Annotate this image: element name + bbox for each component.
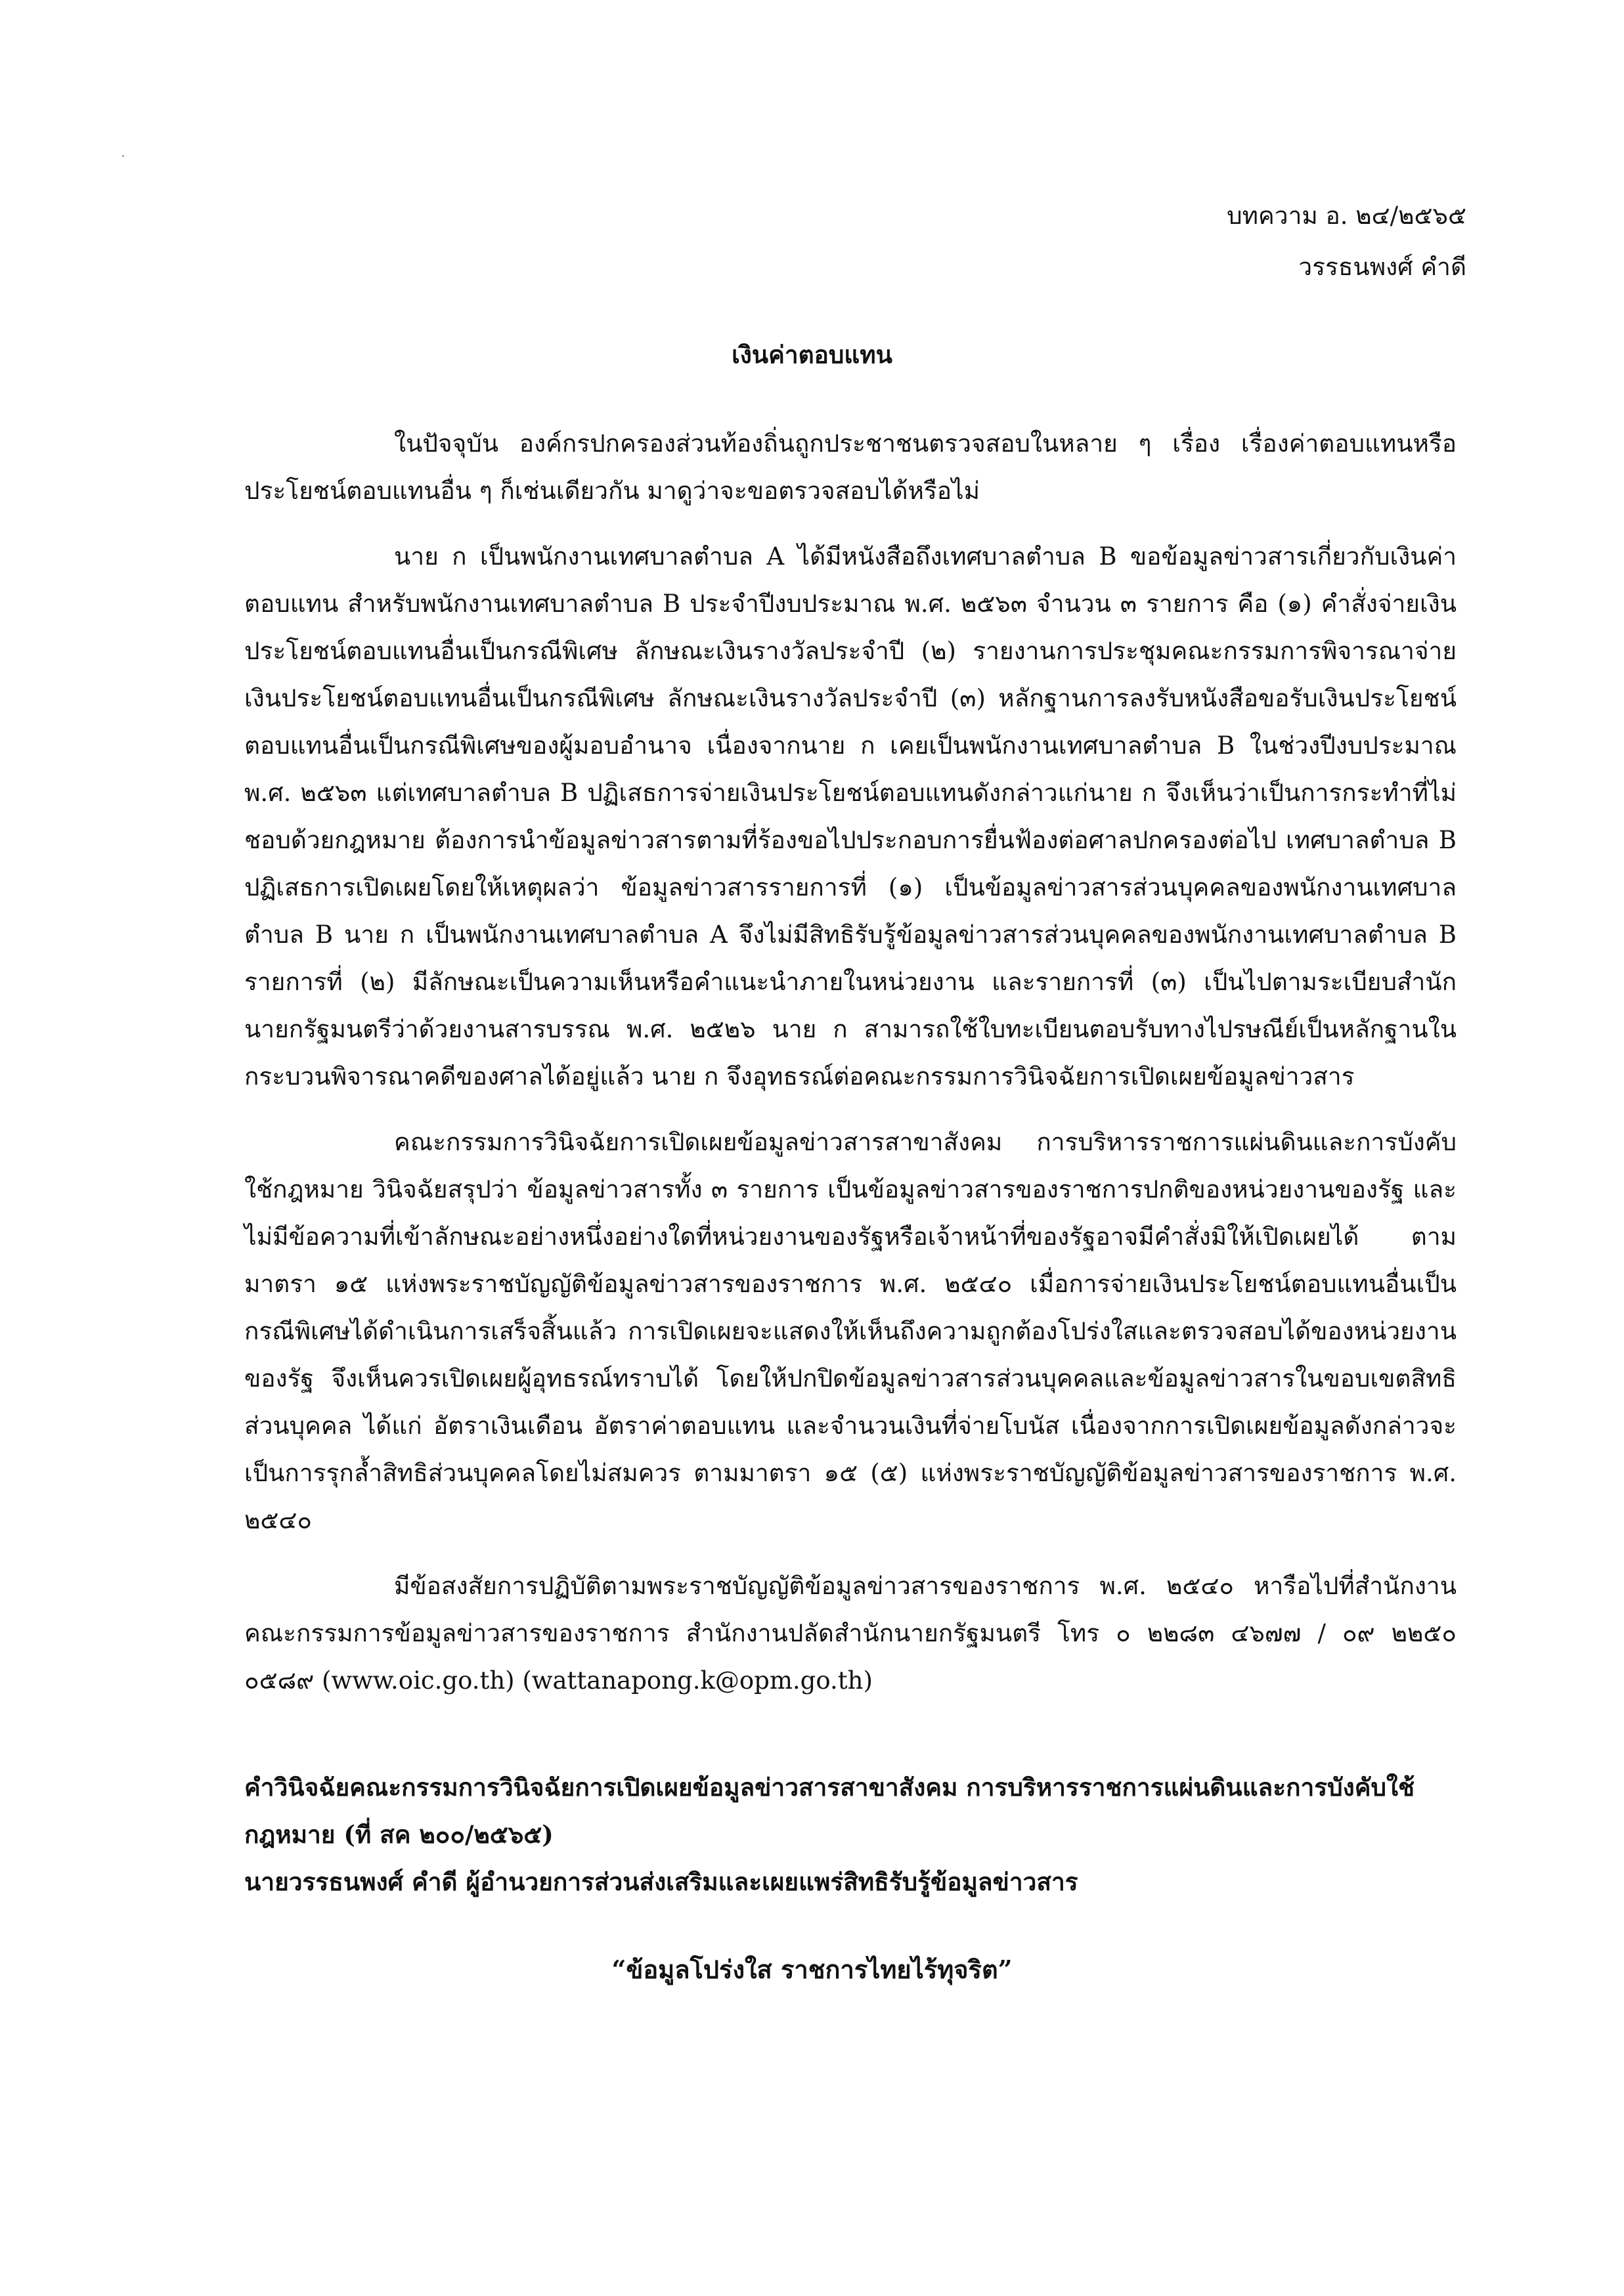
scan-speck	[122, 155, 124, 157]
footer-block	[244, 1764, 1457, 1905]
decision-reference: คำวินิจฉัยคณะกรรมการวินิจฉัยการเปิดเผยข้อมูลข่าวสารสาขาสังคม การบริหารราชการแผ่นดินและการบังคับใช้กฎหมาย (ที่ สค ๒๐๐/๒๕๖๕)	[244, 1773, 1415, 1849]
article-reference: บทความ อ. ๒๔/๒๕๖๕	[1227, 202, 1466, 230]
paragraph-intro: ในปัจจุบัน องค์กรปกครองส่วนท้องถิ่นถูกประชาชนตรวจสอบในหลาย ๆ เรื่อง เรื่องค่าตอบแทนหรือประโยชน์ตอบแทนอื่น ๆ ก็เช่นเดียวกัน มาดูว่าจะขอตรวจสอบได้หรือไม่	[244, 429, 1457, 505]
header-reference	[1227, 190, 1466, 293]
signature-line: นายวรรธนพงศ์ คำดี ผู้อำนวยการส่วนส่งเสริมและเผยแพร่สิทธิรับรู้ข้อมูลข่าวสาร	[244, 1867, 1078, 1896]
paragraph-contact: มีข้อสงสัยการปฏิบัติตามพระราชบัญญัติข้อมูลข่าวสารของราชการ พ.ศ. ๒๕๔๐ หารือไปที่สำนักงานคณะกรรมการข้อมูลข่าวสารของราชการ สำนักงานปลัดสำนักนายกรัฐมนตรี โทร ๐ ๒๒๘๓ ๔๖๗๗ / ๐๙ ๒๒๕๐ ๐๕๘๙ (www.oic.go.th) (wattanapong.k@opm.go.th)	[244, 1572, 1457, 1695]
document-title: เงินค่าตอบแทน	[732, 340, 892, 369]
paragraph-decision: คณะกรรมการวินิจฉัยการเปิดเผยข้อมูลข่าวสารสาขาสังคม การบริหารราชการแผ่นดินและการบังคับใช้กฎหมาย วินิจฉัยสรุปว่า ข้อมูลข่าวสารทั้ง ๓ รายการ เป็นข้อมูลข่าวสารของราชการปกติของหน่วยงานของรัฐ และไม่มีข้อความที่เข้าลักษณะอย่างหนึ่งอย่างใดที่หน่วยงานของรัฐหรือเจ้าหน้าที่ของรัฐอาจมีคำสั่งมิให้เปิดเผยได้ ตามมาตรา ๑๕ แห่งพระราชบัญญัติข้อมูลข่าวสารของราชการ พ.ศ. ๒๕๔๐ เมื่อการจ่ายเงินประโยชน์ตอบแทนอื่นเป็นกรณีพิเศษได้ดำเนินการเสร็จสิ้นแล้ว การเปิดเผยจะแสดงให้เห็นถึงความถูกต้องโปร่งใสและตรวจสอบได้ของหน่วยงานของรัฐ จึงเห็นควรเปิดเผยผู้อุทธรณ์ทราบได้ โดยให้ปกปิดข้อมูลข่าวสารส่วนบุคคลและข้อมูลข่าวสารในขอบเขตสิทธิส่วนบุคคล ได้แก่ อัตราเงินเดือน อัตราค่าตอบแทน และจำนวนเงินที่จ่ายโบนัส เนื่องจากการเปิดเผยข้อมูลดังกล่าวจะเป็นการรุกล้ำสิทธิส่วนบุคคลโดยไม่สมควร ตามมาตรา ๑๕ (๕) แห่งพระราชบัญญัติข้อมูลข่าวสารของราชการ พ.ศ. ๒๕๔๐	[244, 1128, 1457, 1534]
slogan: “ข้อมูลโปร่งใส ราชการไทยไร้ทุจริต”	[611, 1955, 1013, 1984]
document-body	[244, 420, 1457, 1704]
author-name: วรรธนพงศ์ คำดี	[1298, 253, 1466, 281]
paragraph-facts: นาย ก เป็นพนักงานเทศบาลตำบล A ได้มีหนังสือถึงเทศบาลตำบล B ขอข้อมูลข่าวสารเกี่ยวกับเงินค่าตอบแทน สำหรับพนักงานเทศบาลตำบล B ประจำปีงบประมาณ พ.ศ. ๒๕๖๓ จำนวน ๓ รายการ คือ (๑) คำสั่งจ่ายเงินประโยชน์ตอบแทนอื่นเป็นกรณีพิเศษ ลักษณะเงินรางวัลประจำปี (๒) รายงานการประชุมคณะกรรมการพิจารณาจ่ายเงินประโยชน์ตอบแทนอื่นเป็นกรณีพิเศษ ลักษณะเงินรางวัลประจำปี (๓) หลักฐานการลงรับหนังสือขอรับเงินประโยชน์ตอบแทนอื่นเป็นกรณีพิเศษของผู้มอบอำนาจ เนื่องจากนาย ก เคยเป็นพนักงานเทศบาลตำบล B ในช่วงปีงบประมาณ พ.ศ. ๒๕๖๓ แต่เทศบาลตำบล B ปฏิเสธการจ่ายเงินประโยชน์ตอบแทนดังกล่าวแก่นาย ก จึงเห็นว่าเป็นการกระทำที่ไม่ชอบด้วยกฎหมาย ต้องการนำข้อมูลข่าวสารตามที่ร้องขอไปประกอบการยื่นฟ้องต่อศาลปกครองต่อไป เทศบาลตำบล B ปฏิเสธการเปิดเผยโดยให้เหตุผลว่า ข้อมูลข่าวสารรายการที่ (๑) เป็นข้อมูลข่าวสารส่วนบุคคลของพนักงานเทศบาลตำบล B นาย ก เป็นพนักงานเทศบาลตำบล A จึงไม่มีสิทธิรับรู้ข้อมูลข่าวสารส่วนบุคคลของพนักงานเทศบาลตำบล B รายการที่ (๒) มีลักษณะเป็นความเห็นหรือคำแนะนำภายในหน่วยงาน และรายการที่ (๓) เป็นไปตามระเบียบสำนักนายกรัฐมนตรีว่าด้วยงานสารบรรณ พ.ศ. ๒๕๒๖ นาย ก สามารถใช้ใบทะเบียนตอบรับทางไปรษณีย์เป็นหลักฐานในกระบวนพิจารณาคดีของศาลได้อยู่แล้ว นาย ก จึงอุทธรณ์ต่อคณะกรรมการวินิจฉัยการเปิดเผยข้อมูลข่าวสาร	[244, 542, 1457, 1091]
